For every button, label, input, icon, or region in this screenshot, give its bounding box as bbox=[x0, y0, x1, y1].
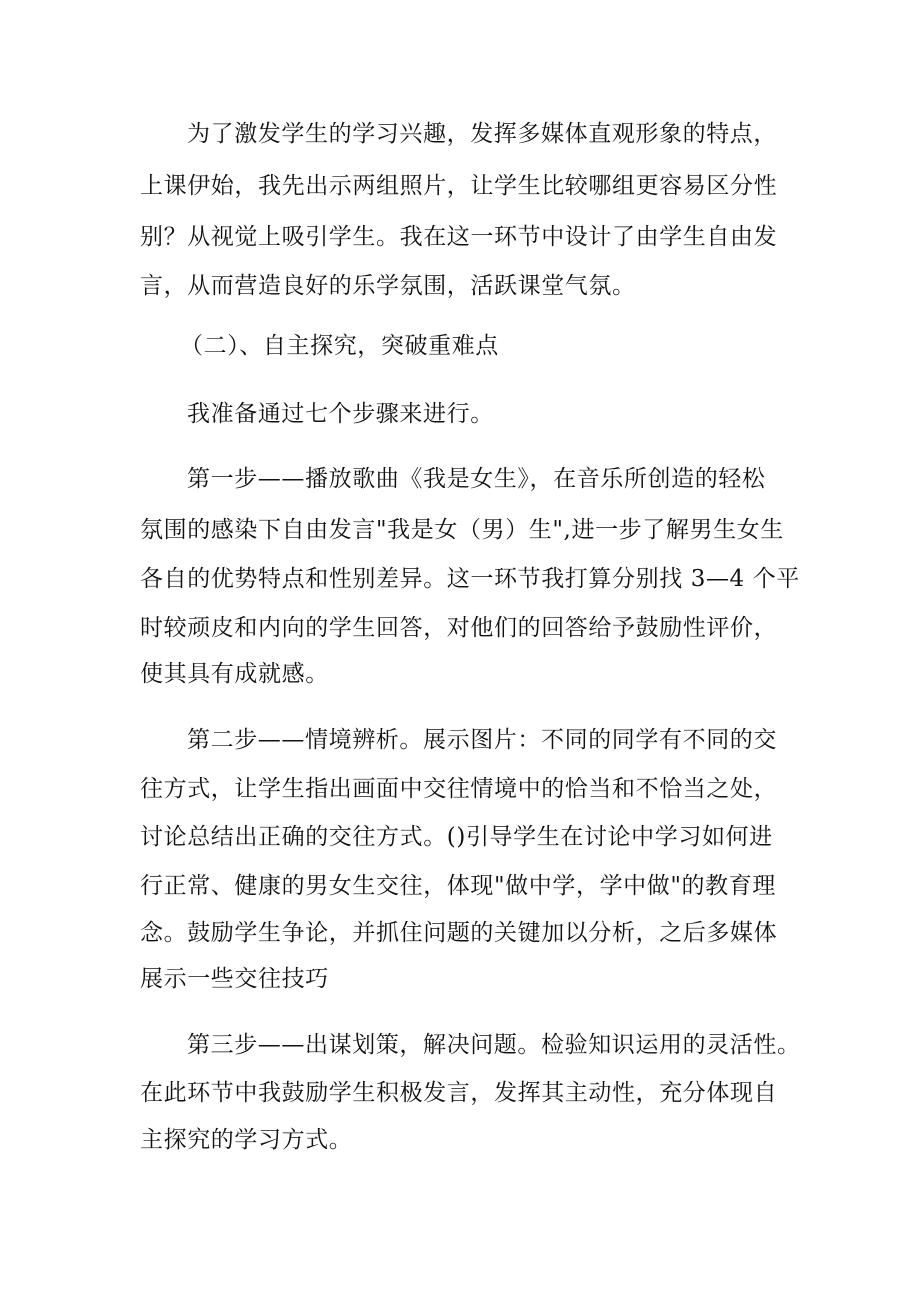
text-line: 主探究的学习方式。 bbox=[140, 1127, 353, 1153]
text-line: 第一步——播放歌曲《我是女生》，在音乐所创造的轻松 bbox=[187, 466, 766, 492]
section-heading: （二）、自主探究，突破重难点 bbox=[180, 333, 499, 359]
text-line: 第三步——出谋划策，解决问题。检验知识运用的灵活性。 bbox=[187, 1032, 801, 1058]
text-line: 氛围的感染下自由发言"我是女（男）生",进一步了解男生女生 bbox=[140, 517, 784, 543]
text-line: 展示一些交往技巧 bbox=[140, 966, 329, 992]
text-line: 言，从而营造良好的乐学氛围，活跃课堂气氛。 bbox=[140, 273, 636, 299]
text-line: 念。鼓励学生争论，并抓住问题的关键加以分析，之后多媒体 bbox=[140, 920, 778, 946]
text-line: 第二步——情境辨析。展示图片：不同的同学有不同的交 bbox=[187, 727, 777, 753]
text-line: 为了激发学生的学习兴趣，发挥多媒体直观形象的特点， bbox=[187, 121, 777, 147]
text-line: 别？从视觉上吸引学生。我在这一环节中设计了由学生自由发 bbox=[140, 224, 778, 250]
text-line: 讨论总结出正确的交往方式。()引导学生在讨论中学习如何进 bbox=[140, 824, 773, 850]
text-line: 上课伊始，我先出示两组照片，让学生比较哪组更容易区分性 bbox=[140, 173, 778, 199]
text-line: 往方式，让学生指出画面中交往情境中的恰当和不恰当之处， bbox=[140, 776, 778, 802]
text-line: 各自的优势特点和性别差异。这一环节我打算分别找 3—4 个平 bbox=[140, 566, 800, 592]
text-line: 使其具有成就感。 bbox=[140, 661, 329, 687]
text-line: 在此环节中我鼓励学生积极发言，发挥其主动性，充分体现自 bbox=[140, 1080, 778, 1106]
paragraph-steps-intro: 我准备通过七个步骤来进行。 bbox=[187, 401, 494, 427]
text-line: 行正常、健康的男女生交往，体现"做中学，学中做"的教育理 bbox=[140, 873, 776, 899]
text-line: 时较顽皮和内向的学生回答，对他们的回答给予鼓励性评价， bbox=[140, 615, 778, 641]
